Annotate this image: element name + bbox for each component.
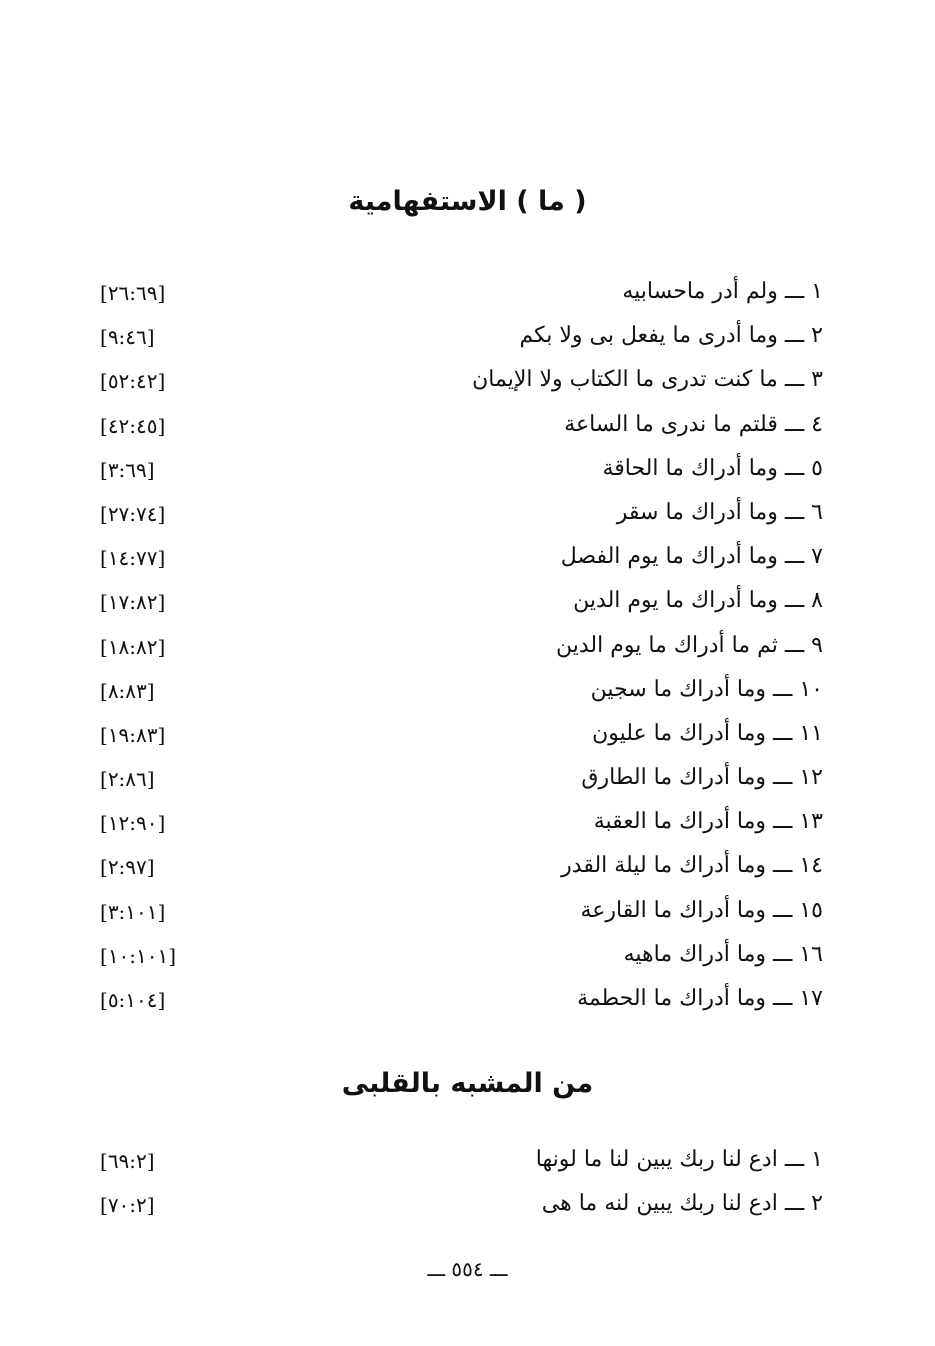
verse-reference: [٥:١٠٤] xyxy=(100,988,166,1012)
verse-reference: [٢:٨٦] xyxy=(100,767,155,792)
section-title-resembling-qalbi: من المشبه بالقلبى xyxy=(341,1068,594,1099)
list-item xyxy=(0,979,935,1023)
verse-reference: [١٧:٨٢] xyxy=(100,590,166,615)
list-item xyxy=(0,891,935,935)
list-item xyxy=(0,537,935,581)
verse-text: ٧ ـــ وما أدراك ما يوم الفصل xyxy=(560,544,823,570)
verse-reference: [٣:٦٩] xyxy=(100,457,155,482)
verse-text: ١٢ ـــ وما أدراك ما الطارق xyxy=(581,765,823,791)
list-item xyxy=(0,360,935,404)
verse-reference: [٤٢:٤٥] xyxy=(100,413,166,438)
verse-reference: [١٠:١٠١] xyxy=(100,943,177,968)
list-item xyxy=(0,405,935,449)
page-number: ـــ ٥٥٤ ـــ xyxy=(427,1257,508,1281)
list-item xyxy=(0,758,935,802)
verse-reference: [٧٠:٢] xyxy=(100,1193,155,1218)
verse-reference: [٦٩:٢] xyxy=(100,1149,155,1173)
list-item xyxy=(0,714,935,758)
verse-reference: [٨:٨٣] xyxy=(100,678,155,703)
verse-text: ١٧ ـــ وما أدراك ما الحطمة xyxy=(577,986,823,1011)
list-item xyxy=(0,626,935,670)
list-item xyxy=(0,935,935,979)
verse-reference: [٩:٤٦] xyxy=(100,325,155,350)
section-title-interrogative-ma: ( ما ) الاستفهامية xyxy=(348,186,587,217)
verse-reference: [١٨:٨٢] xyxy=(100,634,166,659)
verse-text: ١ ـــ ادع لنا ربك يبين لنا ما لونها xyxy=(535,1147,823,1172)
verse-text: ١١ ـــ وما أدراك ما عليون xyxy=(592,720,823,746)
interrogative-ma-list xyxy=(0,272,935,1023)
verse-text: ٨ ـــ وما أدراك ما يوم الدين xyxy=(573,588,823,614)
list-item xyxy=(0,272,935,316)
verse-text: ١٥ ـــ وما أدراك ما القارعة xyxy=(580,897,823,923)
verse-text: ٩ ـــ ثم ما أدراك ما يوم الدين xyxy=(556,632,823,658)
list-item xyxy=(0,493,935,537)
verse-reference: [٢:٩٧] xyxy=(100,855,155,880)
list-item xyxy=(0,1184,935,1228)
verse-text: ١٣ ـــ وما أدراك ما العقبة xyxy=(593,809,823,835)
list-item xyxy=(0,581,935,625)
verse-reference: [٢٧:٧٤] xyxy=(100,501,166,526)
verse-reference: [١٢:٩٠] xyxy=(100,811,166,836)
verse-text: ٣ ـــ ما كنت تدرى ما الكتاب ولا الإيمان xyxy=(472,367,823,393)
verse-text: ٢ ـــ ادع لنا ربك يبين لنه ما هى xyxy=(541,1191,823,1217)
list-item xyxy=(0,802,935,846)
list-item xyxy=(0,449,935,493)
verse-text: ٢ ـــ وما أدرى ما يفعل بى ولا بكم xyxy=(519,323,823,349)
verse-text: ١٦ ـــ وما أدراك ماهيه xyxy=(623,941,823,967)
list-item xyxy=(0,1140,935,1184)
verse-text: ٥ ـــ وما أدراك ما الحاقة xyxy=(602,455,823,481)
verse-reference: [١٩:٨٣] xyxy=(100,722,166,747)
verse-reference: [١٤:٧٧] xyxy=(100,546,166,571)
verse-text: ٤ ـــ قلتم ما ندرى ما الساعة xyxy=(564,411,823,437)
verse-reference: [٣:١٠١] xyxy=(100,899,166,924)
verse-reference: [٥٢:٤٢] xyxy=(100,369,166,394)
list-item xyxy=(0,670,935,714)
verse-text: ١٠ ـــ وما أدراك ما سجين xyxy=(590,676,823,702)
verse-text: ١٤ ـــ وما أدراك ما ليلة القدر xyxy=(561,853,823,879)
list-item xyxy=(0,316,935,360)
verse-reference: [٢٦:٦٩] xyxy=(100,281,166,305)
resembling-qalbi-list xyxy=(0,1140,935,1228)
verse-text: ١ ـــ ولم أدر ماحسابيه xyxy=(622,279,823,304)
list-item xyxy=(0,846,935,890)
verse-text: ٦ ـــ وما أدراك ما سقر xyxy=(616,499,823,525)
